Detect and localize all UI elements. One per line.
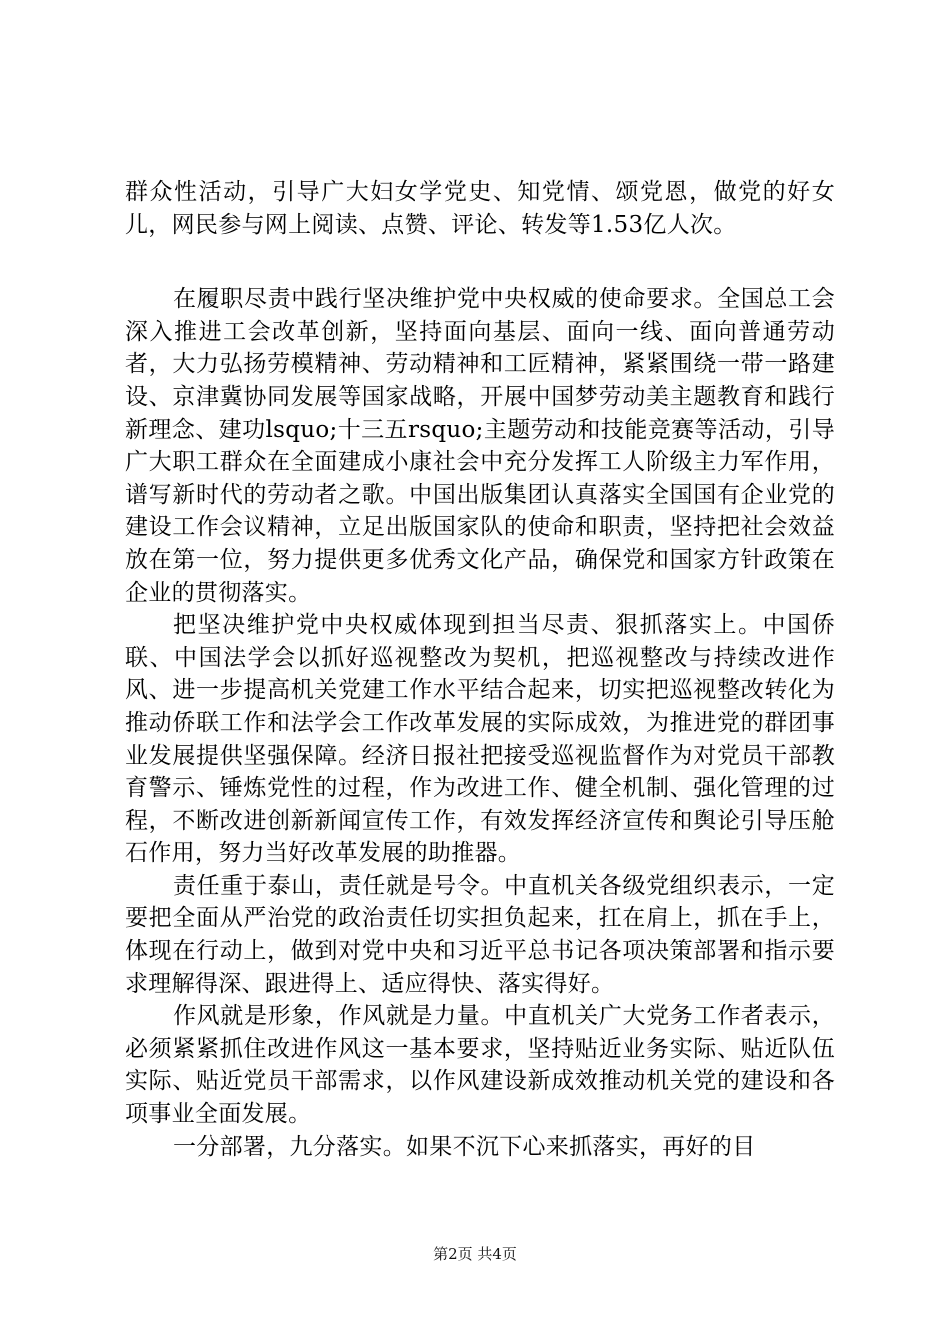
paragraph-continuation: 群众性活动，引导广大妇女学党史、知党情、颂党恩，做党的好女儿，网民参与网上阅读、点赞、评论、转发等1.53亿人次。 — [125, 179, 835, 238]
paragraph-implementation: 一分部署，九分落实。如果不沉下心来抓落实，再好的目 — [173, 1133, 756, 1160]
paragraph-work-style: 作风就是形象，作风就是力量。中直机关广大党务工作者表示，必须紧紧抓住改进作风这一基本要求，坚持贴近业务实际、贴近队伍实际、贴近党员干部需求，以作风建设新成效推动机关党的建设和各项事业全面发展。 — [125, 1003, 835, 1128]
document-body — [125, 176, 835, 1163]
page-number-footer: 第2页 共4页 — [433, 1245, 517, 1263]
paragraph-trade-union: 在履职尽责中践行坚决维护党中央权威的使命要求。全国总工会深入推进工会改革创新，坚持面向基层、面向一线、面向普通劳动者，大力弘扬劳模精神、劳动精神和工匠精神，紧紧围绕一带一路建设、京津冀协同发展等国家战略，开展中国梦劳动美主题教育和践行新理念、建功lsquo;十三五rsquo;主题劳动和技能竞赛等活动，引导广大职工群众在全面建成小康社会中充分发挥工人阶级主力军作用，谱写新时代的劳动者之歌。中国出版集团认真落实全国国有企业党的建设工作会议精神，立足出版国家队的使命和职责，坚持把社会效益放在第一位，努力提供更多优秀文化产品，确保党和国家方针政策在企业的贯彻落实。 — [125, 286, 835, 606]
paragraph-responsibility: 责任重于泰山，责任就是号令。中直机关各级党组织表示，一定要把全面从严治党的政治责任切实担负起来，扛在肩上，抓在手上，体现在行动上，做到对党中央和习近平总书记各项决策部署和指示要求理解得深、跟进得上、适应得快、落实得好。 — [125, 872, 835, 997]
paragraph-inspection-rectification: 把坚决维护党中央权威体现到担当尽责、狠抓落实上。中国侨联、中国法学会以抓好巡视整改为契机，把巡视整改与持续改进作风、进一步提高机关党建工作水平结合起来，切实把巡视整改转化为推动侨联工作和法学会工作改革发展的实际成效，为推进党的群团事业发展提供坚强保障。经济日报社把接受巡视监督作为对党员干部教育警示、锤炼党性的过程，作为改进工作、健全机制、强化管理的过程，不断改进创新新闻宣传工作，有效发挥经济宣传和舆论引导压舱石作用，努力当好改革发展的助推器。 — [125, 612, 835, 867]
